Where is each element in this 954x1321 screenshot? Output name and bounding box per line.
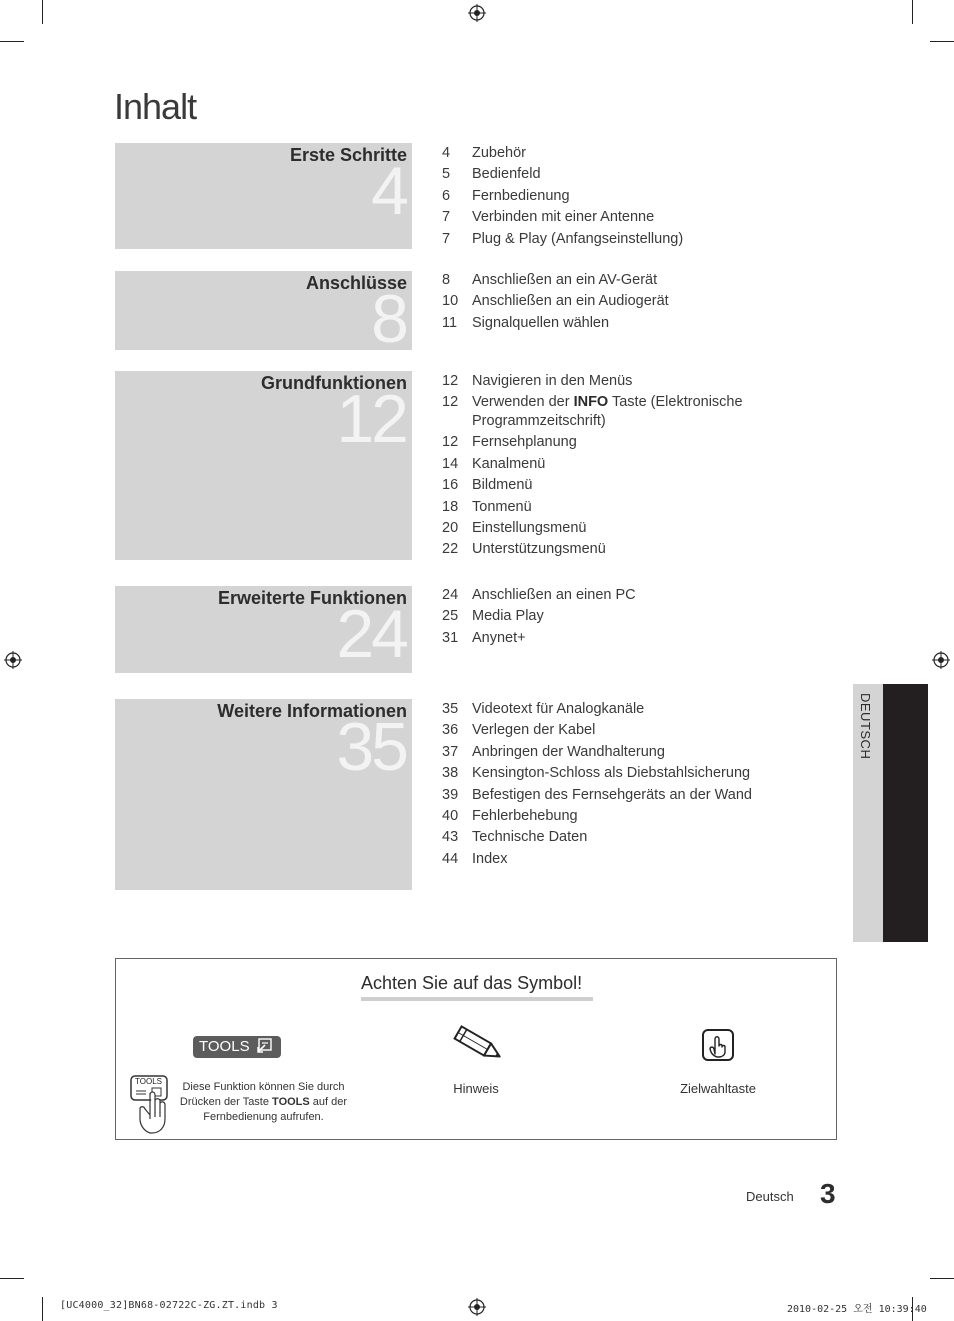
crop-mark xyxy=(930,41,954,42)
toc-entry-text: Zubehör xyxy=(472,145,527,161)
toc-item[interactable] xyxy=(442,585,822,606)
toc-item[interactable] xyxy=(442,432,822,453)
toc-page-number: 36 xyxy=(442,722,459,739)
note-caption: Hinweis xyxy=(453,1081,499,1096)
toc-item[interactable] xyxy=(442,827,822,848)
toc-page-number: 6 xyxy=(442,187,451,204)
toc-page-number: 22 xyxy=(442,541,459,558)
toc-item[interactable] xyxy=(442,270,822,291)
toc-item[interactable] xyxy=(442,763,822,784)
toc-entry-text: Anschließen an ein Audiogerät xyxy=(472,293,669,310)
section-title: Grundfunktionen xyxy=(261,373,407,393)
toc-item[interactable] xyxy=(442,164,822,185)
toc-page-number: 20 xyxy=(442,519,459,536)
toc-page-number: 5 xyxy=(442,166,451,183)
toc-entry-text: Anynet+ xyxy=(472,629,526,646)
toc-page-number: 18 xyxy=(442,498,459,515)
toc-item[interactable] xyxy=(442,806,822,827)
toc-item[interactable] xyxy=(442,742,822,763)
crop-mark xyxy=(42,1297,43,1321)
toc-page-number: 39 xyxy=(442,786,459,803)
toc-entry-text: Navigieren in den Menüs xyxy=(472,373,633,389)
toc-entry-text: Unterstützungsmenü xyxy=(472,541,606,558)
title-underline xyxy=(361,997,593,1001)
one-touch-caption: Zielwahltaste xyxy=(680,1081,756,1096)
toc-item[interactable] xyxy=(442,143,822,164)
crop-mark xyxy=(912,0,913,24)
toc-item[interactable] xyxy=(442,497,822,518)
footer-language: Deutsch xyxy=(746,1189,794,1204)
toc-item[interactable] xyxy=(442,454,822,475)
toc-entry-text: Verbinden mit einer Antenne xyxy=(472,209,655,226)
toc-item[interactable] xyxy=(442,291,822,312)
tools-icon-label: TOOLS xyxy=(135,1077,162,1086)
section-number: 24 xyxy=(336,596,406,672)
registration-mark-icon xyxy=(4,651,22,669)
toc-page-number: 31 xyxy=(442,629,459,646)
toc-entry-text: Index xyxy=(472,850,508,867)
toc-page-number: 44 xyxy=(442,850,459,867)
toc-page-number: 43 xyxy=(442,829,459,846)
symbol-legend-title: Achten Sie auf das Symbol! xyxy=(361,973,583,993)
section-number: 4 xyxy=(371,153,406,229)
toc-entry-text: Signalquellen wählen xyxy=(472,314,610,331)
section-header-anschluesse xyxy=(115,271,412,357)
toc-list-erste-schritte xyxy=(442,143,822,250)
toc-page-number: 12 xyxy=(442,373,459,389)
section-header-erweiterte-funktionen xyxy=(115,586,412,673)
toc-entry-text: Fernbedienung xyxy=(472,187,570,204)
toc-item[interactable] xyxy=(442,186,822,207)
tools-arrow-icon xyxy=(256,1037,274,1053)
toc-entry-text: Anbringen der Wandhalterung xyxy=(472,743,665,760)
symbol-legend-box xyxy=(115,958,837,1140)
toc-item[interactable] xyxy=(442,785,822,806)
toc-item[interactable] xyxy=(442,539,822,560)
toc-item[interactable] xyxy=(442,849,822,870)
toc-entry-text: Bildmenü xyxy=(472,477,533,494)
section-number: 35 xyxy=(336,709,406,785)
toc-entry-text: Fehlerbehebung xyxy=(472,807,578,824)
toc-page-number: 10 xyxy=(442,293,459,310)
toc-page-number: 35 xyxy=(442,701,459,717)
toc-item[interactable] xyxy=(442,371,822,392)
toc-item[interactable] xyxy=(442,475,822,496)
section-header-erste-schritte xyxy=(115,143,412,249)
toc-entry-text: Videotext für Analogkanäle xyxy=(472,701,645,717)
toc-entry-text: Verlegen der Kabel xyxy=(472,722,596,739)
toc-entry-text: Bedienfeld xyxy=(472,166,541,183)
toc-entry-text: Media Play xyxy=(472,608,544,625)
page-title: Inhalt xyxy=(114,86,197,127)
toc-list-weitere-informationen xyxy=(442,699,822,870)
toc-page-number: 8 xyxy=(442,272,451,288)
toc-list-erweiterte-funktionen xyxy=(442,585,822,649)
toc-page-number: 4 xyxy=(442,145,451,161)
registration-mark-icon xyxy=(468,1298,486,1316)
toc-item[interactable] xyxy=(442,606,822,627)
crop-mark xyxy=(0,1278,24,1279)
toc-page-number: 12 xyxy=(442,434,459,451)
registration-mark-icon xyxy=(468,4,486,22)
toc-entry-text: Plug & Play (Anfangseinstellung) xyxy=(472,230,684,247)
section-header-grundfunktionen xyxy=(115,371,412,560)
toc-item[interactable] xyxy=(442,207,822,228)
tools-badge: TOOLS xyxy=(193,1036,281,1058)
crop-mark xyxy=(0,41,24,42)
toc-page-number: 40 xyxy=(442,807,459,824)
language-tab-label: DEUTSCH xyxy=(858,693,873,760)
toc-entry-text: Fernsehplanung xyxy=(472,434,577,451)
toc-list-grundfunktionen xyxy=(442,371,822,561)
toc-entry-text: Tonmenü xyxy=(472,498,532,515)
toc-page-number: 16 xyxy=(442,477,459,494)
toc-item[interactable] xyxy=(442,313,822,334)
toc-page-number: 25 xyxy=(442,608,459,625)
pencil-note-icon xyxy=(449,1023,507,1065)
toc-entry-text: Technische Daten xyxy=(472,829,588,846)
toc-item[interactable] xyxy=(442,392,822,432)
toc-entry-text: Kensington-Schloss als Diebstahlsicherung xyxy=(472,765,751,782)
tools-description: Diese Funktion können Sie durch Drücken der Taste TOOLS auf der Fernbedienung aufrufen. xyxy=(179,1081,348,1123)
toc-item[interactable] xyxy=(442,628,822,649)
language-tab-marker xyxy=(883,684,928,942)
crop-mark xyxy=(930,1278,954,1279)
toc-entry-text: Befestigen des Fernsehgeräts an der Wand xyxy=(472,786,752,803)
toc-entry-text: Einstellungsmenü xyxy=(472,519,587,536)
footer-page-number: 3 xyxy=(820,1178,836,1209)
toc-item[interactable] xyxy=(442,699,822,720)
section-title: Anschlüsse xyxy=(305,273,407,293)
toc-list-anschluesse xyxy=(442,270,822,334)
info-key-label: INFO xyxy=(573,394,609,411)
toc-page-number: 14 xyxy=(442,455,459,472)
section-number: 12 xyxy=(336,381,406,457)
toc-item[interactable] xyxy=(442,229,822,250)
one-touch-button-icon xyxy=(700,1027,736,1063)
print-slug-file: [UC4000_32]BN68-02722C-ZG.ZT.indb 3 xyxy=(60,1300,278,1311)
toc-page-number: 37 xyxy=(442,743,459,760)
toc-entry-text: Anschließen an ein AV-Gerät xyxy=(472,272,658,288)
section-title: Weitere Informationen xyxy=(217,701,407,721)
toc-page-number: 7 xyxy=(442,209,451,226)
toc-page-number: 38 xyxy=(442,765,459,782)
toc-entry-text: Kanalmenü xyxy=(472,455,546,472)
section-header-weitere-informationen xyxy=(115,699,412,890)
print-slug-date: 2010-02-25 오전 10:39:40 xyxy=(787,1304,927,1315)
toc-page-number: 12 xyxy=(442,394,459,411)
section-title: Erweiterte Funktionen xyxy=(217,588,407,608)
toc-page-number: 7 xyxy=(442,230,451,247)
toc-item[interactable] xyxy=(442,720,822,741)
registration-mark-icon xyxy=(932,651,950,669)
toc-page-number: 24 xyxy=(442,587,459,603)
crop-mark xyxy=(42,0,43,24)
toc-page-number: 11 xyxy=(442,314,458,331)
toc-item[interactable] xyxy=(442,518,822,539)
section-title: Erste Schritte xyxy=(289,145,407,165)
section-number: 8 xyxy=(371,281,406,357)
toc-entry-text: Anschließen an einen PC xyxy=(472,587,636,603)
toc-entry-text: Verwenden der INFO Taste (Elektronische Programmzeitschrift) xyxy=(472,394,743,430)
